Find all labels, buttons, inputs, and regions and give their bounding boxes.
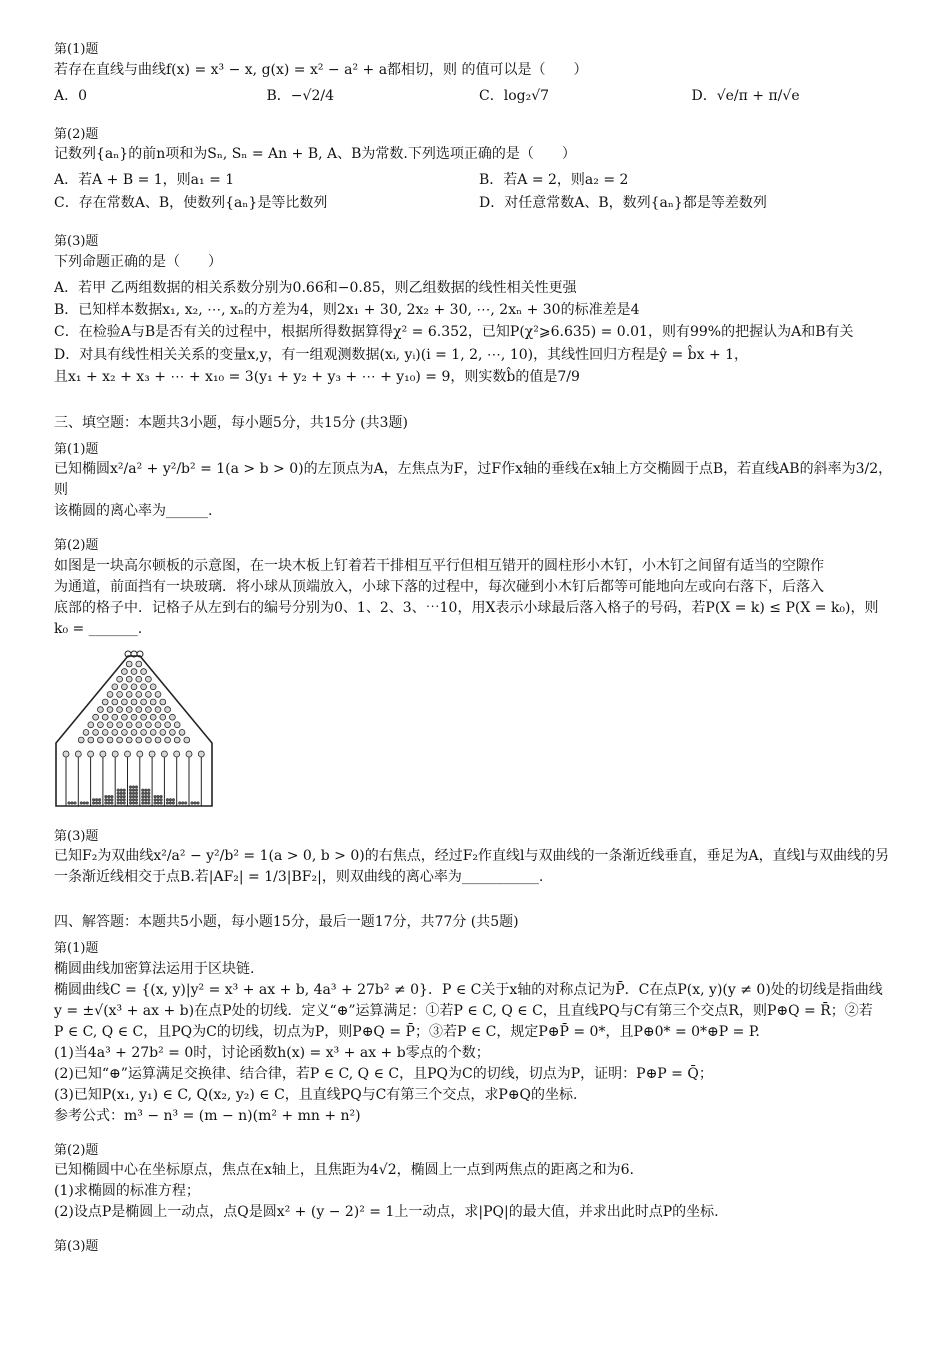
- peg: [78, 737, 84, 743]
- peg: [131, 729, 137, 735]
- peg: [170, 714, 176, 720]
- question-line: (1)当4a³ + 27b² = 0时，讨论函数h(x) = x³ + ax + b零点的个数；: [54, 1044, 490, 1061]
- peg: [98, 737, 104, 743]
- ball: [172, 801, 175, 804]
- question-line: 为通道，前面挡有一块玻璃．将小球从顶端放入，小球下落的过程中，每次碰到小木钉后都等可能地向左或向右落下，后落入: [54, 578, 824, 595]
- peg: [131, 699, 137, 705]
- ball: [132, 785, 135, 788]
- ball: [105, 798, 108, 801]
- ball: [169, 801, 172, 804]
- ball: [144, 795, 147, 798]
- question-line: 底部的格子中．记格子从左到右的编号分别为0、1、2、3、⋯10，用X表示小球最后落入格子的号码，若P(X = k) ≤ P(X = k₀)，则: [54, 599, 879, 616]
- ball: [74, 801, 77, 804]
- peg: [150, 714, 156, 720]
- peg: [155, 691, 161, 697]
- ball: [132, 801, 135, 804]
- peg: [126, 706, 132, 712]
- ball: [144, 788, 147, 791]
- ball: [194, 801, 197, 804]
- peg: [107, 722, 113, 728]
- question-number: 第(1)题: [54, 441, 99, 457]
- ball: [120, 792, 123, 795]
- option-b: B．若A = 2，则a₂ = 2: [479, 172, 629, 189]
- peg: [160, 714, 166, 720]
- peg: [112, 729, 118, 735]
- fill-question-2: [54, 536, 904, 821]
- ball: [157, 801, 160, 804]
- question-line: 参考公式：m³ − n³ = (m − n)(m² + mn + n²): [54, 1107, 361, 1124]
- ball: [123, 788, 126, 791]
- peg: [155, 737, 161, 743]
- ball: [147, 801, 150, 804]
- pin-head: [186, 751, 192, 757]
- ball: [86, 801, 89, 804]
- peg: [141, 699, 147, 705]
- ball: [123, 798, 126, 801]
- peg: [102, 699, 108, 705]
- section-heading-solve: 四、解答题：本题共5小题，每小题15分，最后一题17分，共77分 (共5题): [54, 914, 519, 931]
- pin-head: [63, 751, 69, 757]
- option-d: D．对具有线性相关关系的变量x,y，有一组观测数据(xᵢ, yᵢ)(i = 1, 2, ⋯, 10)，其线性回归方程是ŷ = b̂x + 1，: [54, 346, 749, 363]
- peg: [179, 729, 185, 735]
- peg: [126, 661, 132, 667]
- question-line: (1)求椭圆的标准方程；: [54, 1183, 200, 1200]
- galton-board-drawing: [56, 651, 212, 806]
- peg: [98, 722, 104, 728]
- question-line: 椭圆曲线C = {(x, y)|y² = x³ + ax + b, 4a³ + 27b² ≠ 0}．P ∈ C关于x轴的对称点记为P̄．C在点P(x, y)(y ≠ 0)处的切线是指曲线: [54, 981, 883, 998]
- question-line: P ∈ C, Q ∈ C，且PQ为C的切线，切点为P，则P⊕Q = P̄；③若P ∈ C，规定P⊕P̄ = 0*，且P⊕0* = 0*⊕P = P.: [54, 1023, 760, 1040]
- peg: [102, 714, 108, 720]
- ball: [141, 798, 144, 801]
- option-a: A．0: [54, 87, 88, 104]
- question-line: 如图是一块高尔顿板的示意图，在一块木板上钉着若干排相互平行但相互错开的圆柱形小木钉，小木钉之间留有适当的空隙作: [54, 557, 824, 574]
- ball: [120, 795, 123, 798]
- ball: [157, 795, 160, 798]
- solve-question-3: [54, 1237, 904, 1257]
- pin-head: [137, 751, 143, 757]
- ball: [181, 801, 184, 804]
- option-b: B．−√2/4: [266, 87, 334, 104]
- ball: [98, 801, 101, 804]
- peg: [150, 729, 156, 735]
- question-number: 第(3)题: [54, 234, 99, 250]
- peg: [150, 699, 156, 705]
- ball: [157, 798, 160, 801]
- peg: [165, 722, 171, 728]
- question-line: 已知椭圆中心在坐标原点，焦点在x轴上，且焦距为4√2，椭圆上一点到两焦点的距离之和为6.: [54, 1162, 634, 1179]
- pin-head: [112, 751, 118, 757]
- question-line: 已知椭圆x²/a² + y²/b² = 1(a > b > 0)的左顶点为A，左焦点为F，过F作x轴的垂线在x轴上方交椭圆于点B，若直线AB的斜率为3/2，则: [54, 461, 893, 499]
- ball: [184, 801, 187, 804]
- option-a: A．若甲 乙两组数据的相关系数分别为0.66和−0.85，则乙组数据的线性相关性更强: [54, 279, 577, 296]
- ball: [120, 801, 123, 804]
- peg: [141, 714, 147, 720]
- peg: [122, 699, 128, 705]
- question-number: 第(1)题: [54, 941, 99, 957]
- peg: [107, 737, 113, 743]
- question-line: y = ±√(x³ + ax + b)在点P处的切线．定义“⊕”运算满足：①若P ∈ C, Q ∈ C，且直线PQ与C有第三个交点R，则P⊕Q = R̄；②若: [54, 1002, 873, 1019]
- ball: [111, 801, 114, 804]
- peg: [117, 706, 123, 712]
- peg: [146, 676, 152, 682]
- ball: [111, 798, 114, 801]
- question-number: 第(1)题: [54, 42, 99, 57]
- peg: [88, 737, 94, 743]
- ball: [120, 788, 123, 791]
- question-line: 椭圆曲线加密算法运用于区块链.: [54, 960, 255, 977]
- ball: [80, 801, 83, 804]
- question-line: 该椭圆的离心率为______.: [54, 503, 213, 520]
- question-stem: 记数列{aₙ}的前n项和为Sₙ, Sₙ = An + B, A、B为常数.下列选项正确的是（ ）: [54, 146, 576, 163]
- peg: [146, 722, 152, 728]
- question-number: 第(2)题: [54, 126, 99, 142]
- ball: [154, 801, 157, 804]
- ball: [166, 801, 169, 804]
- options-list: [54, 277, 904, 389]
- peg: [141, 684, 147, 690]
- option-d: D．对任意常数A、B，数列{aₙ}都是等差数列: [479, 194, 767, 211]
- ball: [132, 788, 135, 791]
- question-line: k₀ = _______.: [54, 620, 143, 637]
- ball: [95, 798, 98, 801]
- peg: [117, 737, 123, 743]
- option-d: D．√e/π + π/√e: [691, 87, 800, 104]
- peg: [146, 691, 152, 697]
- ball: [141, 801, 144, 804]
- ball: [108, 795, 111, 798]
- ball: [117, 795, 120, 798]
- option-c: C．在检验A与B是否有关的过程中，根据所得数据算得χ² = 6.352，已知P(χ²⩾6.635) = 0.01，则有99%的把握认为A和B有关: [54, 324, 854, 341]
- peg: [112, 699, 118, 705]
- ball: [135, 788, 138, 791]
- peg: [122, 729, 128, 735]
- peg: [184, 737, 190, 743]
- ball: [160, 795, 163, 798]
- ball: [135, 795, 138, 798]
- ball: [154, 795, 157, 798]
- pin-head: [198, 751, 204, 757]
- ball: [160, 801, 163, 804]
- question-line: 已知F₂为双曲线x²/a² − y²/b² = 1(a > 0, b > 0)的右焦点，经过F₂作直线l与双曲线的一条渐近线垂直，垂足为A，直线l与双曲线的另: [54, 848, 890, 865]
- peg: [174, 737, 180, 743]
- ball: [98, 798, 101, 801]
- ball: [111, 795, 114, 798]
- ball: [178, 801, 181, 804]
- peg: [136, 722, 142, 728]
- peg: [93, 729, 99, 735]
- pin-head: [174, 751, 180, 757]
- ball: [92, 801, 95, 804]
- peg: [136, 706, 142, 712]
- peg: [112, 684, 118, 690]
- pin-head: [149, 751, 155, 757]
- document-page: [54, 40, 904, 1257]
- ball: [132, 795, 135, 798]
- question-number: 第(2)题: [54, 538, 99, 554]
- peg: [160, 699, 166, 705]
- peg: [122, 714, 128, 720]
- ball: [129, 792, 132, 795]
- peg: [136, 676, 142, 682]
- peg: [165, 737, 171, 743]
- ball: [135, 785, 138, 788]
- peg: [155, 722, 161, 728]
- ball: [108, 798, 111, 801]
- peg: [131, 684, 137, 690]
- question-number: 第(3)题: [54, 828, 99, 844]
- question-number: 第(3)题: [54, 1239, 99, 1255]
- ball: [147, 798, 150, 801]
- ball: [105, 801, 108, 804]
- ball: [83, 801, 86, 804]
- ball: [197, 801, 200, 804]
- fill-question-1: [54, 440, 904, 523]
- ball: [123, 801, 126, 804]
- peg: [98, 706, 104, 712]
- solve-question-2: [54, 1141, 904, 1224]
- ball: [129, 788, 132, 791]
- ball: [123, 795, 126, 798]
- peg: [112, 714, 118, 720]
- ball: [108, 801, 111, 804]
- ball: [144, 801, 147, 804]
- peg: [174, 722, 180, 728]
- option-c: C．存在常数A、B，使数列{aₙ}是等比数列: [54, 194, 328, 211]
- peg: [122, 684, 128, 690]
- peg: [131, 668, 137, 674]
- galton-board-figure: [54, 648, 214, 808]
- peg: [155, 706, 161, 712]
- ball: [147, 788, 150, 791]
- ball: [147, 795, 150, 798]
- peg: [117, 722, 123, 728]
- peg: [160, 729, 166, 735]
- peg: [107, 706, 113, 712]
- peg: [141, 729, 147, 735]
- peg: [150, 684, 156, 690]
- ball: [123, 792, 126, 795]
- peg: [126, 691, 132, 697]
- pin-head: [161, 751, 167, 757]
- pin-head: [100, 751, 106, 757]
- option-b: B．已知样本数据x₁, x₂, ⋯, xₙ的方差为4，则2x₁ + 30, 2x₂ + 30, ⋯, 2xₙ + 30的标准差是4: [54, 302, 640, 319]
- ball: [129, 798, 132, 801]
- ball: [129, 801, 132, 804]
- ball: [105, 795, 108, 798]
- ball: [117, 801, 120, 804]
- peg: [88, 722, 94, 728]
- ball: [135, 798, 138, 801]
- peg: [136, 661, 142, 667]
- peg: [146, 737, 152, 743]
- question-stem: 若存在直线与曲线f(x) = x³ − x, g(x) = x² − a² + a都相切，则 的值可以是（ ）: [54, 61, 588, 78]
- ball: [144, 798, 147, 801]
- pin-head: [125, 751, 131, 757]
- question-stem: 下列命题正确的是（ ）: [54, 253, 222, 270]
- ball: [141, 795, 144, 798]
- peg: [126, 722, 132, 728]
- peg: [126, 676, 132, 682]
- peg: [141, 668, 147, 674]
- peg: [107, 691, 113, 697]
- ball: [132, 792, 135, 795]
- pin-head: [88, 751, 94, 757]
- peg: [136, 691, 142, 697]
- ball: [117, 798, 120, 801]
- ball: [166, 798, 169, 801]
- fill-question-3: [54, 827, 904, 889]
- ball: [144, 792, 147, 795]
- peg: [165, 706, 171, 712]
- peg: [122, 668, 128, 674]
- ball: [132, 798, 135, 801]
- mc-question-1: [54, 40, 904, 107]
- ball: [191, 801, 194, 804]
- ball: [154, 798, 157, 801]
- solve-question-1: [54, 939, 904, 1127]
- ball: [117, 788, 120, 791]
- ball: [160, 798, 163, 801]
- mc-question-2: [54, 125, 904, 214]
- peg: [136, 737, 142, 743]
- question-line: (2)设点P是椭圆上一动点，点Q是圆x² + (y − 2)² = 1上一动点，求|PQ|的最大值，并求出此时点P的坐标.: [54, 1204, 719, 1221]
- peg: [83, 729, 89, 735]
- mc-question-3: [54, 232, 904, 388]
- section-heading-fill: 三、填空题：本题共3小题，每小题5分，共15分 (共3题): [54, 414, 408, 431]
- ball: [71, 801, 74, 804]
- peg: [131, 714, 137, 720]
- options-row: [54, 85, 904, 107]
- pin-head: [75, 751, 81, 757]
- ball: [129, 795, 132, 798]
- peg: [126, 737, 132, 743]
- options-grid: [54, 169, 904, 214]
- option-c: C．log₂√7: [479, 87, 550, 104]
- ball: [92, 798, 95, 801]
- ball: [135, 792, 138, 795]
- peg: [117, 676, 123, 682]
- ball: [169, 798, 172, 801]
- question-line: (3)已知P(x₁, y₁) ∈ C, Q(x₂, y₂) ∈ C，且直线PQ与C有第三个交点，求P⊕Q的坐标.: [54, 1086, 578, 1103]
- peg: [170, 729, 176, 735]
- option-a: A．若A + B = 1，则a₁ = 1: [54, 172, 235, 189]
- ball: [147, 792, 150, 795]
- ball: [68, 801, 71, 804]
- question-number: 第(2)题: [54, 1142, 99, 1158]
- ball: [117, 792, 120, 795]
- ball: [141, 788, 144, 791]
- ball: [141, 792, 144, 795]
- peg: [93, 714, 99, 720]
- option-d-continued: 且x₁ + x₂ + x₃ + ⋯ + x₁₀ = 3(y₁ + y₂ + y₃ + ⋯ + y₁₀) = 9，则实数b̂的值是7/9: [54, 369, 580, 386]
- peg: [117, 691, 123, 697]
- question-line: 一条渐近线相交于点B.若|AF₂| = 1/3|BF₂|，则双曲线的离心率为___________.: [54, 869, 544, 886]
- peg: [102, 729, 108, 735]
- question-line: (2)已知“⊕”运算满足交换律、结合律，若P ∈ C, Q ∈ C，且PQ为C的切线，切点为P，证明：P⊕P = Q̄；: [54, 1065, 713, 1082]
- peg: [146, 706, 152, 712]
- ball: [135, 801, 138, 804]
- ball: [172, 798, 175, 801]
- ball: [129, 785, 132, 788]
- ball: [95, 801, 98, 804]
- ball: [120, 798, 123, 801]
